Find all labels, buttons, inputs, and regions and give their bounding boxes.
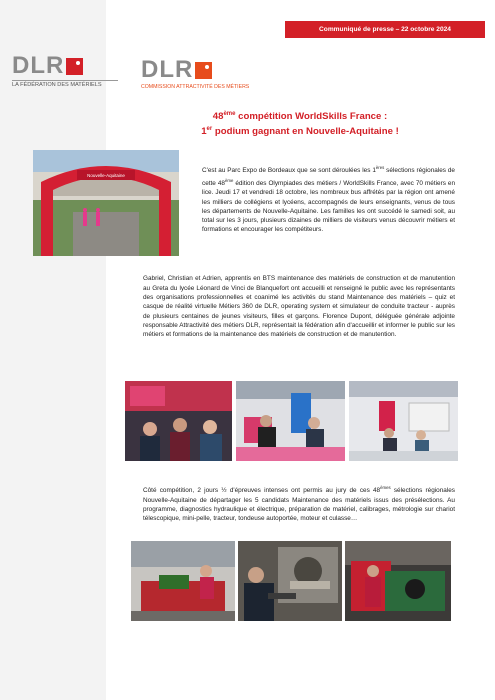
paragraph-intro: C'est au Parc Expo de Bordeaux que se sont déroulées les 1ères sélections régionales de cette 48ème édition des Olympiades des métiers / WorldSkills France, avec 70 métiers en lice. Jeudi 17 et vendredi 18 octobre, les nombreux bus affrétés par la région ont amené les milliers de collégiens et lycéens, accompagnés de leurs enseignants, venus de tous les départements de Nouvelle-Aquitaine. Les familles les ont succédé le samedi soit, au total sur les 3 jours, plusieurs dizaines de milliers de visiteurs venus découvrir métiers et formations et encourager les compétiteurs. [202,165,455,234]
title-line-2: 1er podium gagnant en Nouvelle-Aquitaine ! [201,126,399,138]
photo-engine-repair [238,541,342,621]
document-title [150,108,450,138]
logo-red-square-icon [66,58,83,75]
banner-text: Communiqué de presse – 22 octobre 2024 [319,26,451,33]
logo-subtitle: COMMISSION ATTRACTIVITÉ DES MÉTIERS [141,84,250,90]
photo-stand-visitors [125,381,232,461]
left-margin-band [0,0,106,700]
photo-vr-headset [236,381,345,461]
press-release-banner [285,21,485,38]
photo-machine-diagnostic [345,541,451,621]
title-line-1: 48ème compétition WorldSkills France : [212,111,388,123]
arch-text: Nouvelle-Aquitaine [87,173,125,178]
logo-word: DLR [141,56,194,83]
dlr-federation-logo [12,54,118,88]
logo-subtitle: LA FÉDÉRATION DES MATÉRIELS [12,80,118,88]
photo-stand-overview [349,381,458,461]
dlr-commission-logo [141,58,249,90]
photo-workshop-bench [131,541,235,621]
paragraph-competition: Côté compétition, 2 jours ½ d'épreuves intenses ont permis au jury de ces 48èmes sélections régionales Nouvelle-Aquitaine de départager les 5 candidats Maintenance des matériels issus des présélections. Au programme, diagnostics hydraulique et électrique, préparation de matériel, calibrages, métrologie sur chariot télescopique, mini-pelle, tracteur, tondeuse autoportée, moteur et culasse… [143,485,455,523]
photo-worldskills-arch [33,150,179,256]
logo-word: DLR [12,52,65,79]
paragraph-stand: Gabriel, Christian et Adrien, apprentis en BTS maintenance des matériels de construction et de manutention au Greta du lycée Léonard de Vinci de Blanquefort ont accueilli et renseigné le public avec les représentants des organisations professionnelles et coanimé les activités du stand Maintenance des matériels – quiz et casque de réalité virtuelle Métiers 360 de DLR, operating system et simulateur de conduite tracteur - auprès de plusieurs centaines de jeunes visiteurs, filles et garçons. Florence Dupont, déléguée générale adjointe responsable Attractivité des métiers DLR, représentait la fédération afin d'accueillir et informer le public sur les métiers et formations de la maintenance des matériels de construction et de manutention. [143,275,455,339]
logo-orange-square-icon [195,62,212,79]
